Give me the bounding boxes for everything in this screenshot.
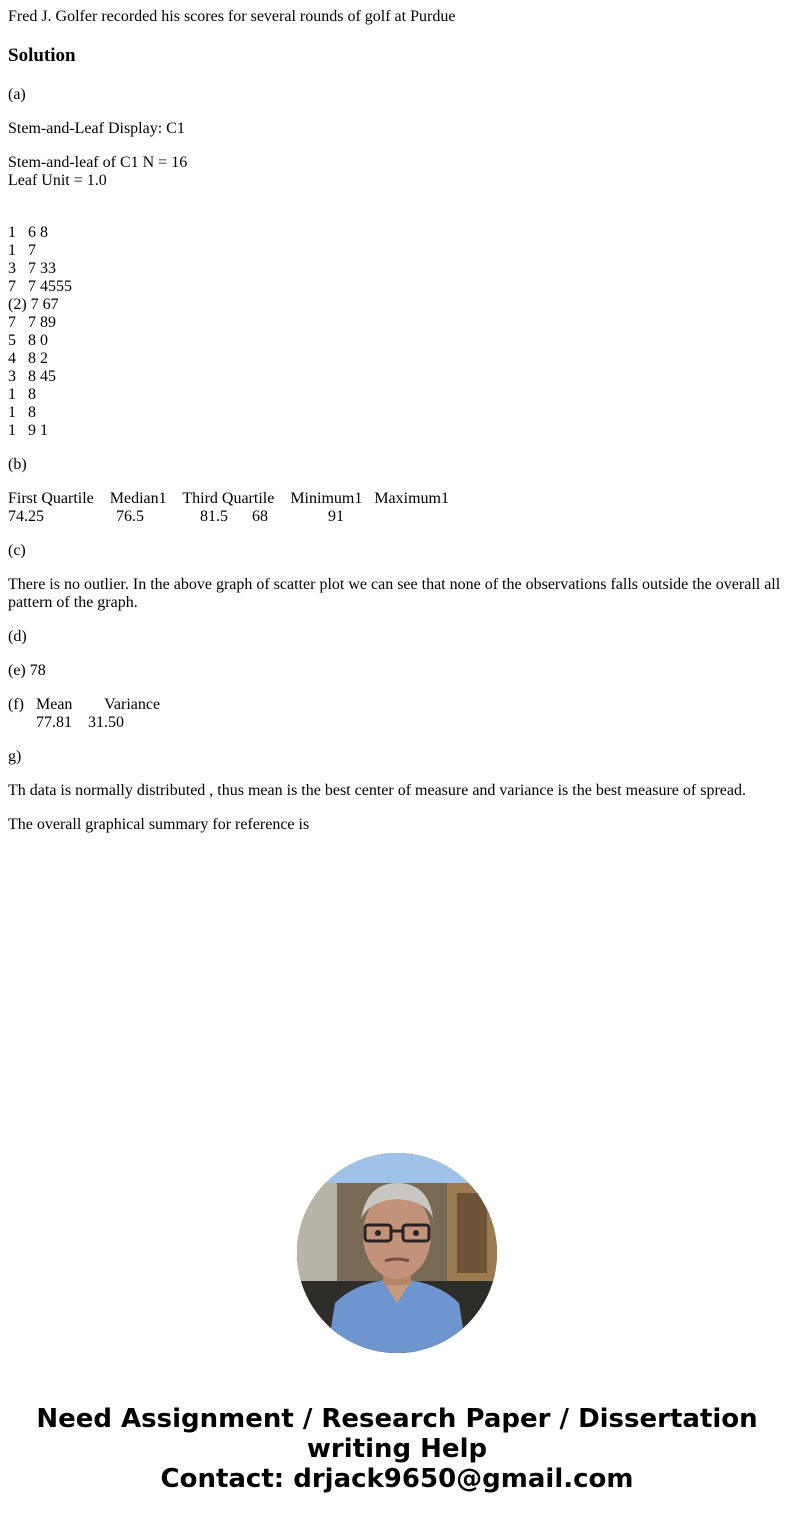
stem-leaf-row: 3 8 45 [8, 368, 56, 385]
promo-contact: Contact: drjack9650@gmail.com [160, 1464, 634, 1494]
part-f-table [8, 696, 160, 732]
part-d-label: (d) [8, 628, 27, 645]
stem-leaf-row: 1 8 [8, 404, 36, 421]
stem-leaf-row: (2) 7 67 [8, 296, 59, 313]
promo-line: Need Assignment / Research Paper / Dissertation [36, 1404, 758, 1434]
part-f-values: 77.81 31.50 [8, 714, 124, 731]
part-a-label: (a) [8, 86, 26, 103]
stem-leaf-row: 4 8 2 [8, 350, 48, 367]
stem-leaf-display-title: Stem-and-Leaf Display: C1 [8, 120, 185, 137]
stem-leaf-row: 1 9 1 [8, 422, 48, 439]
author-photo-illustration [297, 1153, 497, 1353]
stem-leaf-row: 7 7 4555 [8, 278, 72, 295]
stem-leaf-row: 5 8 0 [8, 332, 48, 349]
stem-leaf-row: 7 7 89 [8, 314, 56, 331]
part-e-text: (e) 78 [8, 662, 46, 679]
intro-text: Fred J. Golfer recorded his scores for several rounds of golf at Purdue [8, 8, 456, 25]
summary-stats-table [8, 490, 449, 526]
part-f-headers: (f) Mean Variance [8, 696, 161, 713]
stem-leaf-header-line: Leaf Unit = 1.0 [8, 172, 107, 189]
stem-leaf-row: 1 7 [8, 242, 36, 259]
stem-leaf-table [8, 224, 72, 440]
summary-stats-values: 74.25 76.5 81.5 68 91 [8, 508, 344, 525]
stem-leaf-header [8, 154, 187, 190]
solution-heading: Solution [8, 45, 76, 66]
part-c-label: (c) [8, 542, 26, 559]
stem-leaf-header-line: Stem-and-leaf of C1 N = 16 [8, 154, 188, 171]
part-g-label: g) [8, 748, 22, 765]
summary-stats-headers: First Quartile Median1 Third Quartile Minimum1 Maximum1 [8, 490, 449, 507]
closing-text: The overall graphical summary for reference is [8, 816, 310, 833]
stem-leaf-row: 1 6 8 [8, 224, 48, 241]
stem-leaf-row: 3 7 33 [8, 260, 56, 277]
part-b-label: (b) [8, 456, 27, 473]
stem-leaf-row: 1 8 [8, 386, 36, 403]
part-c-text: There is no outlier. In the above graph of scatter plot we can see that none of the observations falls outside the overall all pattern of the graph. [8, 576, 781, 611]
promo-banner [0, 1404, 794, 1494]
part-g-text: Th data is normally distributed , thus mean is the best center of measure and variance is the best measure of spread. [8, 782, 746, 799]
promo-line: writing Help [306, 1434, 488, 1464]
author-photo [297, 1153, 497, 1353]
